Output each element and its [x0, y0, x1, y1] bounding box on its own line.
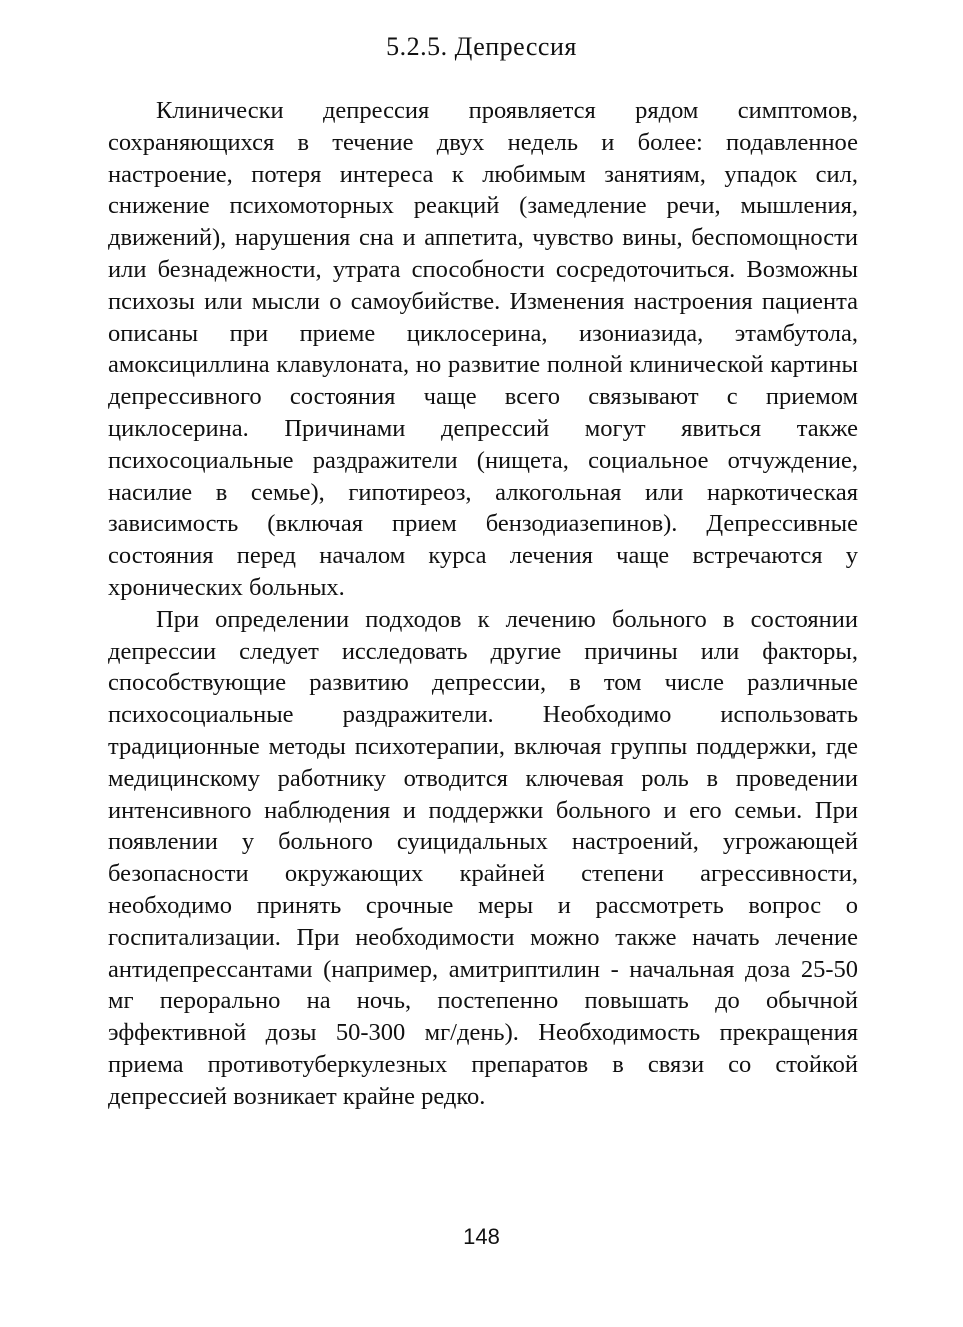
- paragraph-1: Клинически депрессия проявляется рядом симптомов, сохраняющихся в течение двух недель и более: подавленное настроение, потеря интереса к любимым занятиям, упадок сил, снижение психомоторных реакций (замедление речи, мышления, движений), нарушения сна и аппетита, чувство вины, беспомощности или безнадежности, утрата способности сосредоточиться. Возможны психозы или мысли о самоубийстве. Изменения настроения пациента описаны при приеме циклосерина, изониазида, этамбутола, амоксициллина клавулоната, но развитие полной клинической картины депрессивного состояния чаще всего связывают с приемом циклосерина. Причинами депрессий могут явиться также психосоциальные раздражители (нищета, социальное отчуждение, насилие в семье), гипотиреоз, алкогольная или наркотическая зависимость (включая прием бензодиазепинов). Депрессивные состояния перед началом курса лечения чаще встречаются у хронических больных.: [108, 97, 858, 601]
- paragraph-2: При определении подходов к лечению больного в состоянии депрессии следует исследовать другие причины или факторы, способствующие развитию депрессии, в том числе различные психосоциальные раздражители. Необходимо использовать традиционные методы психотерапии, включая группы поддержки, где медицинскому работнику отводится ключевая роль в проведении интенсивного наблюдения и поддержки больного и его семьи. При появлении у больного суицидальных настроений, угрожающей безопасности окружающих крайней степени агрессивности, необходимо принять срочные меры и рассмотреть вопрос о госпитализации. При необходимости можно также начать лечение антидепрессантами (например, амитриптилин - начальная доза 25-50 мг перорально на ночь, постепенно повышать до обычной эффективной дозы 50-300 мг/день). Необходимость прекращения приема противотуберкулезных препаратов в связи со стойкой депрессией возникает крайне редко.: [108, 605, 858, 1110]
- body-text: [108, 95, 858, 1113]
- page-number: 148: [463, 1224, 500, 1249]
- section-heading: 5.2.5. Депрессия: [386, 32, 577, 61]
